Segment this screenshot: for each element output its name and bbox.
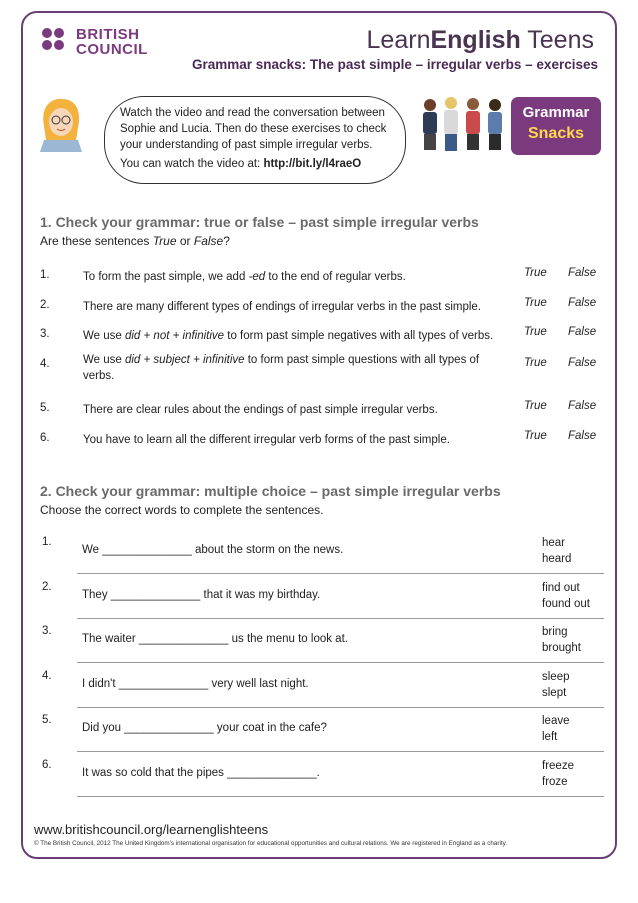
item-number: 2. (42, 581, 52, 593)
true-option[interactable]: True (524, 326, 547, 338)
option-b[interactable]: heard (542, 553, 572, 565)
item-number: 1. (40, 269, 50, 281)
intro-text: Watch the video and read the conversation between Sophie and Lucia. Then do these exercises to check your understanding of past simple irregular verbs. (120, 107, 387, 151)
statement: We use did + subject + infinitive to form past simple questions with all types of verbs. (83, 354, 480, 382)
sentence: The waiter ______________ us the menu to look at. (82, 633, 348, 645)
section1-instructions: Are these sentences True or False? (40, 234, 230, 248)
section2-title: 2. Check your grammar: multiple choice – past simple irregular verbs (40, 483, 501, 499)
false-option[interactable]: False (568, 430, 597, 442)
row-divider (77, 618, 604, 619)
statement: There are many different types of endings of irregular verbs in the past simple. (83, 301, 482, 313)
logo-dots-icon (42, 28, 70, 56)
option-b[interactable]: froze (542, 776, 568, 788)
true-option[interactable]: True (524, 357, 547, 369)
option-b[interactable]: left (542, 731, 558, 743)
statement: To form the past simple, we add -ed to the end of regular verbs. (83, 271, 406, 283)
row-divider (77, 796, 604, 797)
sophie-avatar-icon (36, 96, 86, 152)
item-number: 3. (42, 625, 52, 637)
option-a[interactable]: freeze (542, 760, 574, 772)
logo-line1: BRITISH (76, 26, 140, 43)
item-number: 6. (40, 432, 50, 444)
item-number: 3. (40, 328, 50, 340)
option-a[interactable]: sleep (542, 671, 570, 683)
item-number: 5. (40, 402, 50, 414)
row-divider (77, 573, 604, 574)
item-number: 4. (40, 358, 50, 370)
statement: There are clear rules about the endings of past simple irregular verbs. (83, 404, 438, 416)
option-b[interactable]: found out (542, 598, 590, 610)
footer-url[interactable]: www.britishcouncil.org/learnenglishteens (34, 822, 269, 837)
item-number: 2. (40, 299, 50, 311)
false-option[interactable]: False (568, 297, 597, 309)
true-option[interactable]: True (524, 430, 547, 442)
statement: We use did + not + infinitive to form past simple negatives with all types of verbs. (83, 330, 494, 342)
option-a[interactable]: find out (542, 582, 580, 594)
video-link-line: You can watch the video at: http://bit.ly/l4raeO (120, 158, 362, 170)
item-number: 6. (42, 759, 52, 771)
students-illustration-icon (418, 96, 510, 152)
statement: You have to learn all the different irregular verb forms of the past simple. (83, 434, 450, 446)
true-option[interactable]: True (524, 267, 547, 279)
true-option[interactable]: True (524, 297, 547, 309)
false-option[interactable]: False (568, 326, 597, 338)
item-number: 4. (42, 670, 52, 682)
footer-copyright: © The British Council, 2012 The United Kingdom's international organisation for educational opportunities and cultural relations. We are registered in England as a charity. (34, 840, 508, 847)
false-option[interactable]: False (568, 357, 597, 369)
row-divider (77, 751, 604, 752)
grammar-snacks-badge: Grammar Snacks (511, 97, 601, 155)
false-option[interactable]: False (568, 400, 597, 412)
row-divider (77, 707, 604, 708)
option-b[interactable]: slept (542, 687, 567, 699)
sentence: They ______________ that it was my birthday. (82, 589, 321, 601)
sentence: I didn't ______________ very well last night. (82, 678, 309, 690)
sentence: We ______________ about the storm on the news. (82, 544, 344, 556)
sentence: Did you ______________ your coat in the cafe? (82, 722, 327, 734)
false-option[interactable]: False (568, 267, 597, 279)
row-divider (77, 662, 604, 663)
sentence: It was so cold that the pipes ______________. (82, 767, 320, 779)
option-b[interactable]: brought (542, 642, 582, 654)
item-number: 1. (42, 536, 52, 548)
item-number: 5. (42, 714, 52, 726)
logo-line2: COUNCIL (76, 41, 148, 58)
option-a[interactable]: bring (542, 626, 568, 638)
option-a[interactable]: leave (542, 715, 570, 727)
true-option[interactable]: True (524, 400, 547, 412)
video-link[interactable]: http://bit.ly/l4raeO (263, 158, 362, 170)
learnenglish-teens-brand: LearnEnglish Teens (366, 26, 594, 54)
page-title: Grammar snacks: The past simple – irregular verbs – exercises (192, 57, 598, 72)
section2-instructions: Choose the correct words to complete the sentences. (40, 503, 324, 517)
section1-title: 1. Check your grammar: true or false – past simple irregular verbs (40, 214, 479, 230)
option-a[interactable]: hear (542, 537, 566, 549)
